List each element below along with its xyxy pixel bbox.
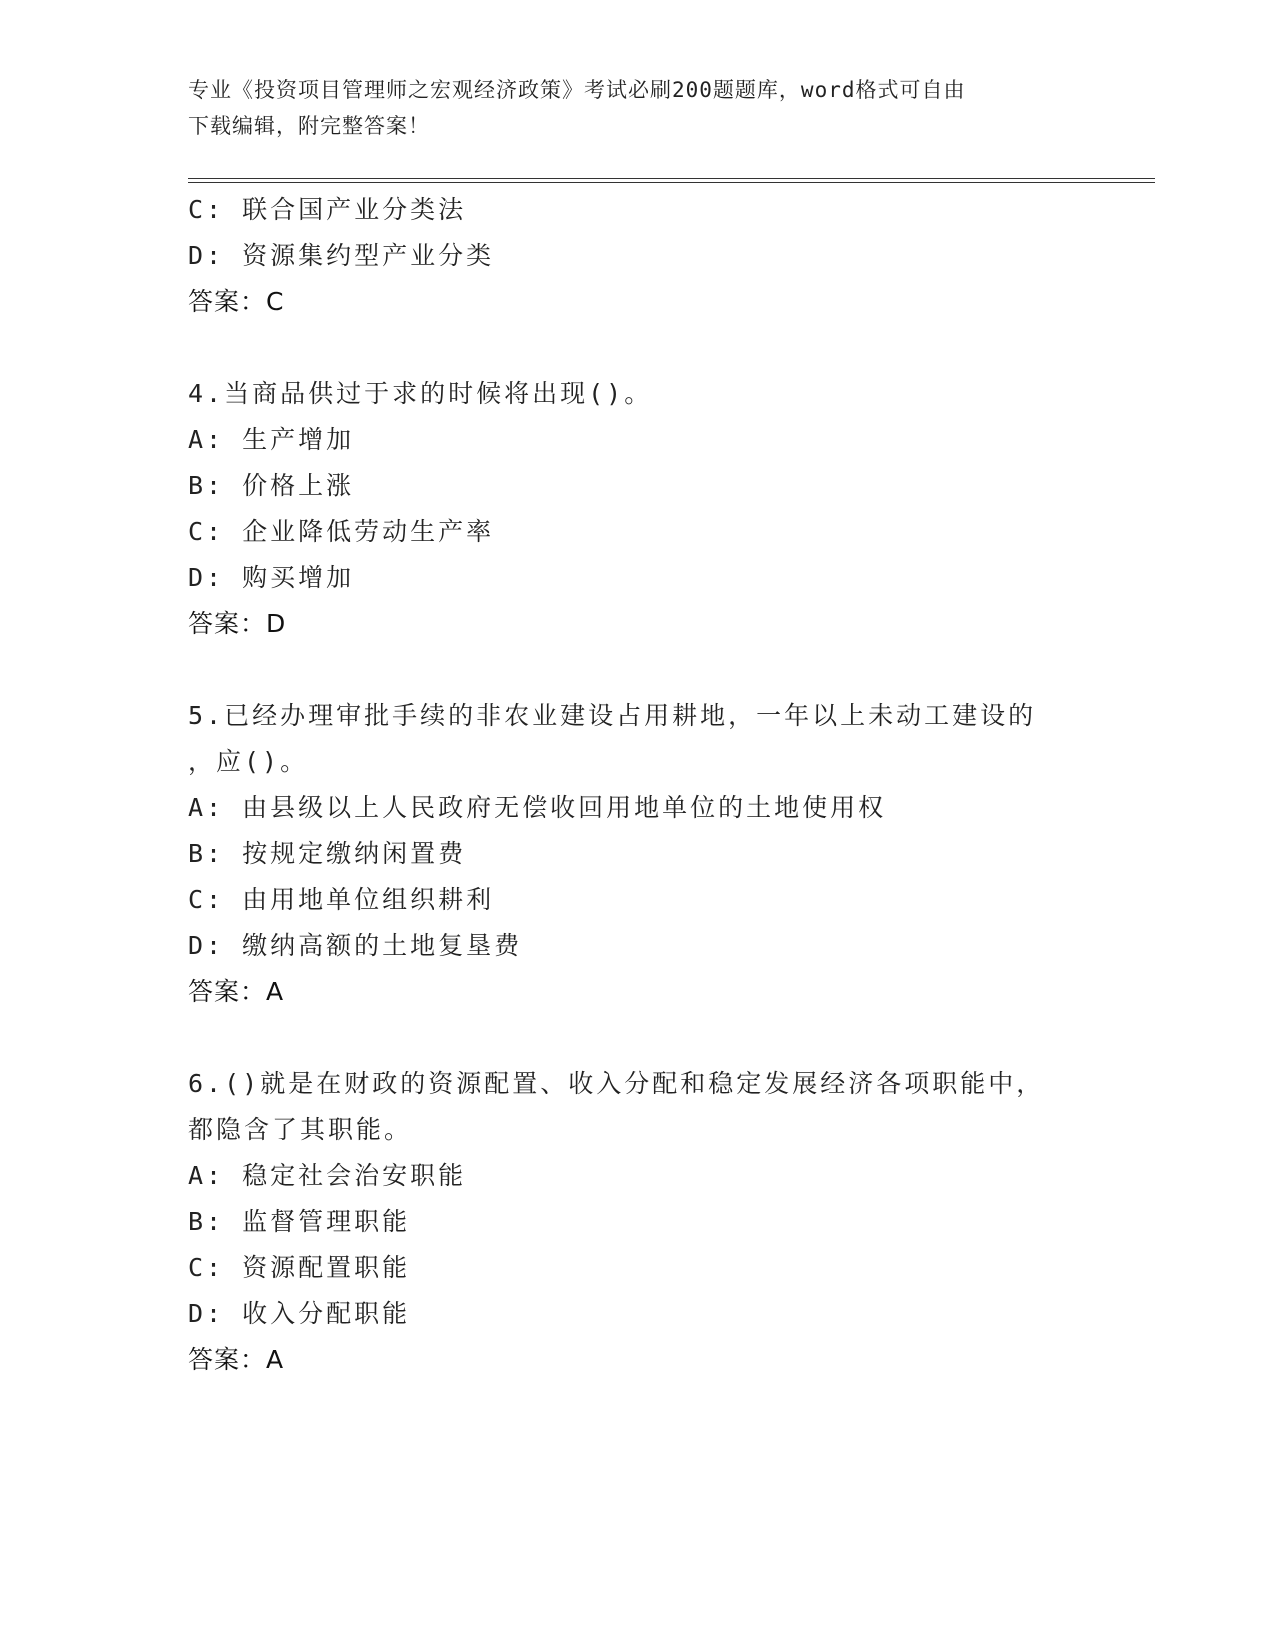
question-3-tail	[188, 187, 1088, 325]
document-header	[188, 72, 1068, 144]
question-list	[188, 187, 1088, 1383]
question-stem: 4.当商品供过于求的时候将出现()。	[188, 379, 653, 408]
option-b: B: 价格上涨	[188, 471, 355, 500]
question-stem-line-2: 都隐含了其职能。	[188, 1115, 413, 1144]
answer: 答案：A	[188, 1345, 285, 1374]
header-line-2: 下载编辑，附完整答案！	[188, 114, 430, 138]
option-c: C: 资源配置职能	[188, 1253, 411, 1282]
header-rule-bottom	[188, 182, 1155, 183]
option-c: C: 企业降低劳动生产率	[188, 517, 495, 546]
option-b: B: 按规定缴纳闲置费	[188, 839, 467, 868]
question-stem-line-2: ，应()。	[188, 747, 309, 776]
question-stem-line-1: 5.已经办理审批手续的非农业建设占用耕地，一年以上未动工建设的	[188, 701, 1037, 730]
spacer	[188, 325, 1088, 371]
option-d: D: 收入分配职能	[188, 1299, 411, 1328]
option-a: A: 由县级以上人民政府无偿收回用地单位的土地使用权	[188, 793, 887, 822]
question-4	[188, 371, 1088, 647]
question-stem-line-1: 6.()就是在财政的资源配置、收入分配和稳定发展经济各项职能中，	[188, 1069, 1045, 1098]
spacer	[188, 1015, 1088, 1061]
question-5	[188, 693, 1088, 1015]
answer: 答案：D	[188, 609, 287, 638]
answer: 答案：C	[188, 287, 285, 316]
option-a: A: 稳定社会治安职能	[188, 1161, 467, 1190]
question-6	[188, 1061, 1088, 1383]
option-d: D: 资源集约型产业分类	[188, 241, 495, 270]
spacer	[188, 647, 1088, 693]
header-rule-top	[188, 178, 1155, 179]
option-d: D: 缴纳高额的土地复垦费	[188, 931, 523, 960]
option-a: A: 生产增加	[188, 425, 355, 454]
option-c: C: 联合国产业分类法	[188, 195, 467, 224]
option-c: C: 由用地单位组织耕利	[188, 885, 495, 914]
answer: 答案：A	[188, 977, 285, 1006]
option-d: D: 购买增加	[188, 563, 355, 592]
header-line-1: 专业《投资项目管理师之宏观经济政策》考试必刷200题题库，word格式可自由	[188, 78, 966, 102]
option-b: B: 监督管理职能	[188, 1207, 411, 1236]
